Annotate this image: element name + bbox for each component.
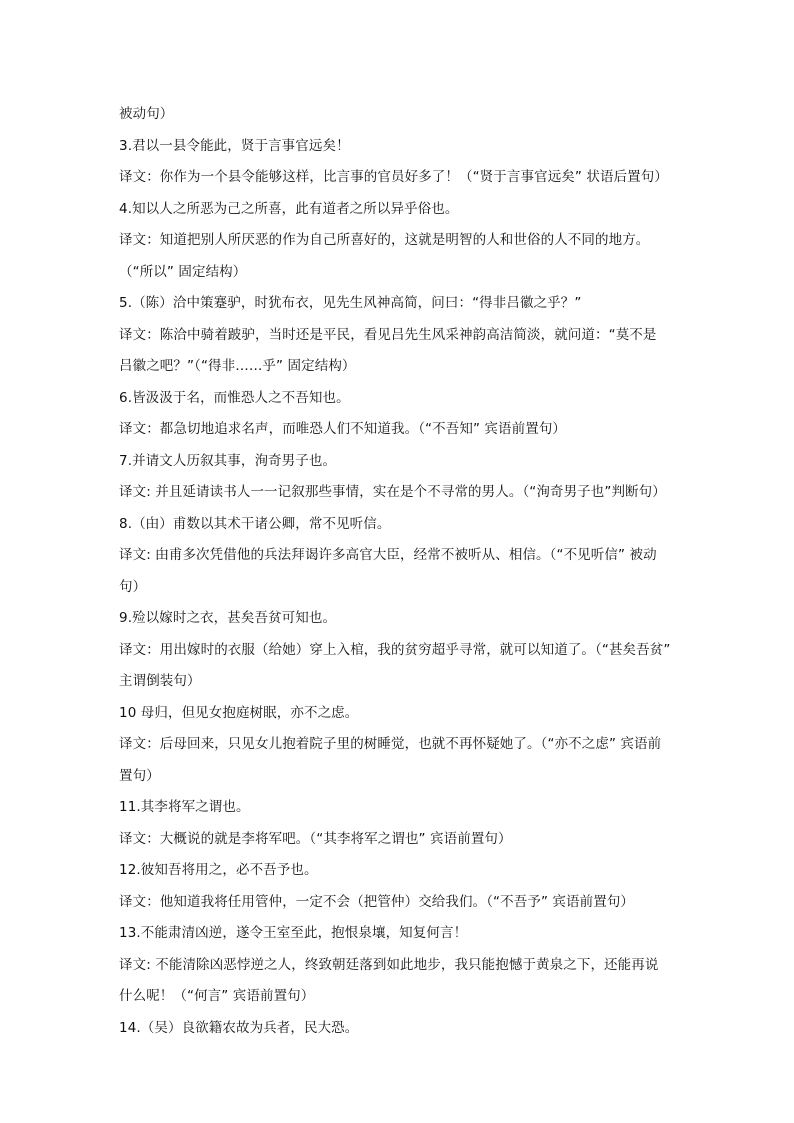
translation-line: 什么呢！（“何言” 宾语前置句） [119,988,315,1004]
translation-line: 译文: 甶甫多次凭借他的兵法拜谒许多高官大臣，经常不被听从、相信。（“不见听信” 被动 [119,547,657,563]
translation-line: 句） [119,578,147,595]
question-line: 13.不能肃清凶逆，遂令王室至此，抱恨泉壤，知复何言！ [119,925,468,941]
translation-line: 置句） [119,767,160,784]
translation-line: 译文：用出嫁时的衣服（给她）穿上入棺，我的贫穷超乎寻常，就可以知道了。（“甚矣吾贫” [119,641,671,658]
translation-line: 译文：他知道我将任用管仲，一定不会（把管仲）交给我们。（“不吾予” 宾语前置句） [119,893,635,910]
translation-line: 译文：陈洽中骑着跛驴，当时还是平民，看见吕先生风采神韵高洁简淡，就问道：“莫不是 [119,326,657,343]
question-line: 10 母归，但见女抱庭树眠，亦不之虑。 [119,704,359,721]
question-line: 5.（陈）洽中策蹇驴，时犹布衣，见先生风神高简，问曰：“得非吕徽之乎？” [119,295,582,311]
translation-line: 译文: 不能清除凶恶悖逆之人，终致朝廷落到如此地步，我只能抱憾于黄泉之下，还能再说 [119,956,659,973]
question-line: 8.（甶）甫数以其术干诸公卿，常不见听信。 [119,515,391,532]
question-line: 12.彼知吾将用之，必不吾予也。 [119,862,318,878]
question-line: 11.其李将军之谓也。 [119,799,250,815]
translation-line: 译文：大概说的就是李将军吧。（“其李将军之谓也” 宾语前置句） [119,830,512,847]
question-line: 3.君以一县令能此，贤于言事官远矣！ [119,137,350,154]
translation-line: 译文：知道把别人所厌恶的作为自己所喜好的，这就是明智的人和世俗的人不同的地方。 [119,232,650,248]
question-line: 4.知以人之所恶为己之所喜，此有道者之所以异乎俗也。 [119,200,459,217]
question-line: 7.并请文人历叙其事，洵奇男子也。 [119,452,337,469]
document-page [119,99,679,1044]
translation-line: 译文: 并且延请读书人一一记叙那些事情，实在是个不寻常的男人。（“洵奇男子也”判断句） [119,484,666,500]
translation-line: 译文：后母回来，只见女儿抱着院子里的树睡觉，也就不再怀疑她了。（“亦不之虑” 宾语前 [119,736,662,752]
translation-line: 译文：你作为一个县令能够这样，比言事的官员好多了！（“贤于言事官远矣” 状语后置句） [119,169,668,185]
question-line: 6.皆汲汲于名，而惟恐人之不吾知也。 [119,389,350,406]
translation-line: 主谓倒装句） [119,673,201,689]
question-line: 14.（吴）良欲籍农故为兵者，民大恐。 [119,1019,359,1036]
text-line: 被动句） [119,106,174,122]
translation-line: （“所以” 固定结构） [119,263,247,280]
translation-line: 译文：都急切地追求名声，而唯恐人们不知道我。（“不吾知” 宾语前置句） [119,421,567,437]
question-line: 9.殓以嫁时之衣，甚矣吾贫可知也。 [119,610,337,626]
translation-line: 吕徽之吧？”（“得非……乎” 固定结构） [119,358,356,374]
